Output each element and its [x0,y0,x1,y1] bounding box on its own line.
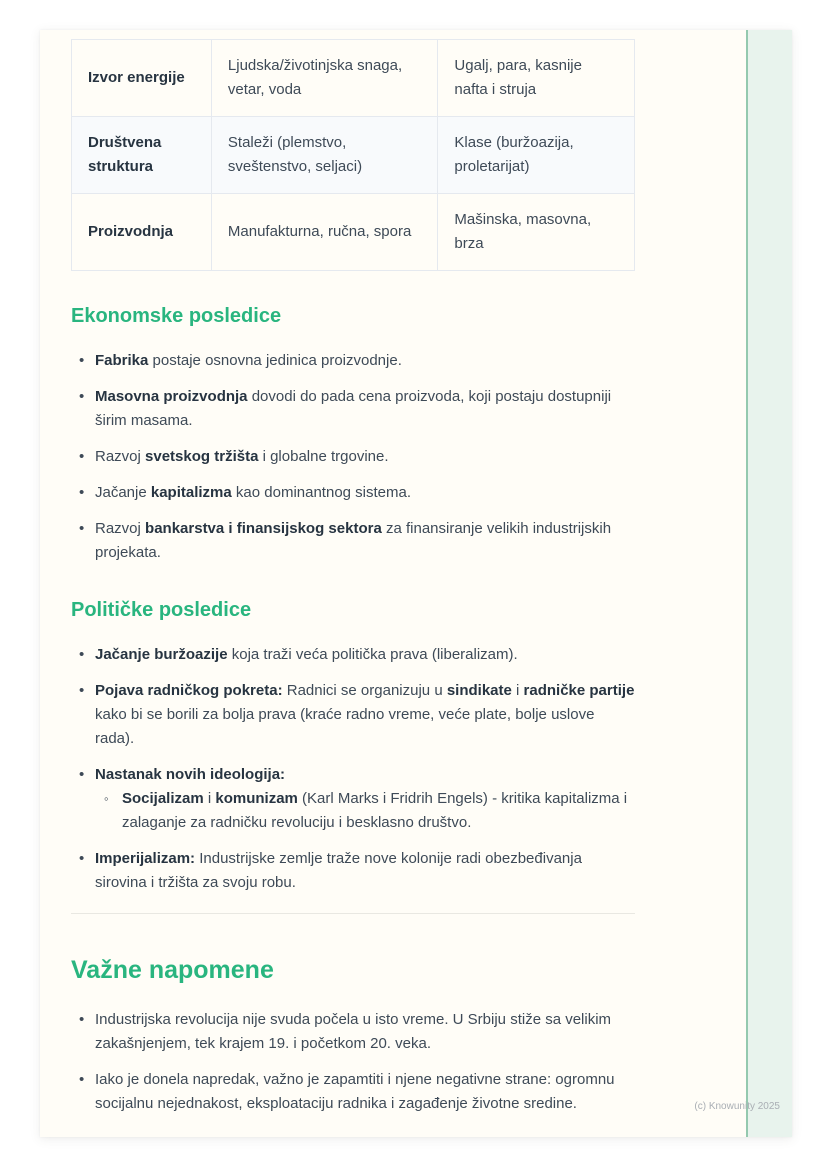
section-divider [71,913,635,914]
bullet-item [71,1008,636,1056]
bullet-item [71,481,636,505]
comparison-table [71,39,635,271]
bullet-item [71,1068,636,1116]
bold-text: svetskog tržišta [145,448,259,465]
section-heading-politicke-posledice: Političke posledice [71,599,252,621]
sections-container [71,303,636,1116]
text: Industrijske zemlje traže nove kolonije radi obezbeđivanja sirovina i tržišta za svoju robu. [95,850,582,891]
text: Industrijska revolucija nije svuda počela u isto vreme. U Srbiju stiže sa velikim zakašnjenjem, tek krajem 19. i početkom 20. veka. [95,1011,612,1052]
text: i [511,682,524,699]
bullet-list [71,1008,636,1116]
bold-text: Masovna proizvodnja [95,388,248,405]
table-cell: Ugalj, para, kasnije nafta i struja [438,40,635,117]
bullet-item [71,445,636,469]
text: dovodi do pada cena proizvoda, koji postaju dostupniji širim masama. [95,388,612,429]
bullet-item [71,349,636,373]
bullet-item [71,679,636,751]
watermark: (c) Knowunity 2025 [694,1101,780,1112]
text: kao dominantnog sistema. [231,484,412,501]
table-cell: Staleži (plemstvo, sveštenstvo, seljaci) [211,117,438,194]
document-content [71,39,636,1128]
bullet-item [71,763,636,835]
bold-text: Imperijalizam: [95,850,196,867]
table-cell: Klase (buržoazija, proletarijat) [438,117,635,194]
text: Razvoj [95,520,146,537]
text: Iako je donela napredak, važno je zapamtiti i njene negativne strane: ogromnu socijalnu nejednakost, eksploataciju radnika i zagađenje životne sredine. [95,1071,615,1112]
sub-bullet-item [95,787,636,835]
table-row [72,117,635,194]
bullet-list [71,643,636,895]
table-cell-label: Proizvodnja [72,194,212,271]
bold-text: radničke partije [523,682,635,699]
bullet-item [71,385,636,433]
bullet-item [71,517,636,565]
table-row [72,40,635,117]
table-cell-label: Izvor energije [72,40,212,117]
bold-text: Fabrika [95,352,149,369]
table-cell-label: Društvena struktura [72,117,212,194]
right-accent-stripe [746,30,792,1137]
text: koja traži veća politička prava (liberalizam). [227,646,518,663]
text: Razvoj [95,448,146,465]
table-row [72,194,635,271]
bold-text: Socijalizam [122,790,204,807]
text: (Karl Marks i Fridrih Engels) - kritika kapitalizma i zalaganje za radničku revoluciju i besklasno društvo. [122,790,628,831]
text: za finansiranje velikih industrijskih projekata. [95,520,612,561]
table-cell: Ljudska/životinjska snaga, vetar, voda [211,40,438,117]
section-heading-vazne-napomene: Važne napomene [71,956,274,984]
text: postaje osnovna jedinica proizvodnje. [148,352,402,369]
table-cell: Manufakturna, ručna, spora [211,194,438,271]
bullet-list [71,349,636,565]
bold-text: bankarstva i finansijskog sektora [145,520,382,537]
bold-text: Pojava radničkog pokreta: [95,682,283,699]
text: Jačanje [95,484,151,501]
document-sheet [40,30,792,1137]
bold-text: komunizam [215,790,298,807]
bold-text: Nastanak novih ideologija: [95,766,286,783]
text: Radnici se organizuju u [282,682,447,699]
section-heading-ekonomske-posledice: Ekonomske posledice [71,305,282,327]
sub-bullet-list [95,787,636,835]
bold-text: Jačanje buržoazije [95,646,228,663]
bullet-item [71,643,636,667]
text: i globalne trgovine. [258,448,389,465]
bold-text: sindikate [446,682,512,699]
text: kako bi se borili za bolja prava (kraće radno vreme, veće plate, bolje uslove rada). [95,706,595,747]
text: i [203,790,216,807]
bullet-item [71,847,636,895]
table-cell: Mašinska, masovna, brza [438,194,635,271]
bold-text: kapitalizma [150,484,232,501]
